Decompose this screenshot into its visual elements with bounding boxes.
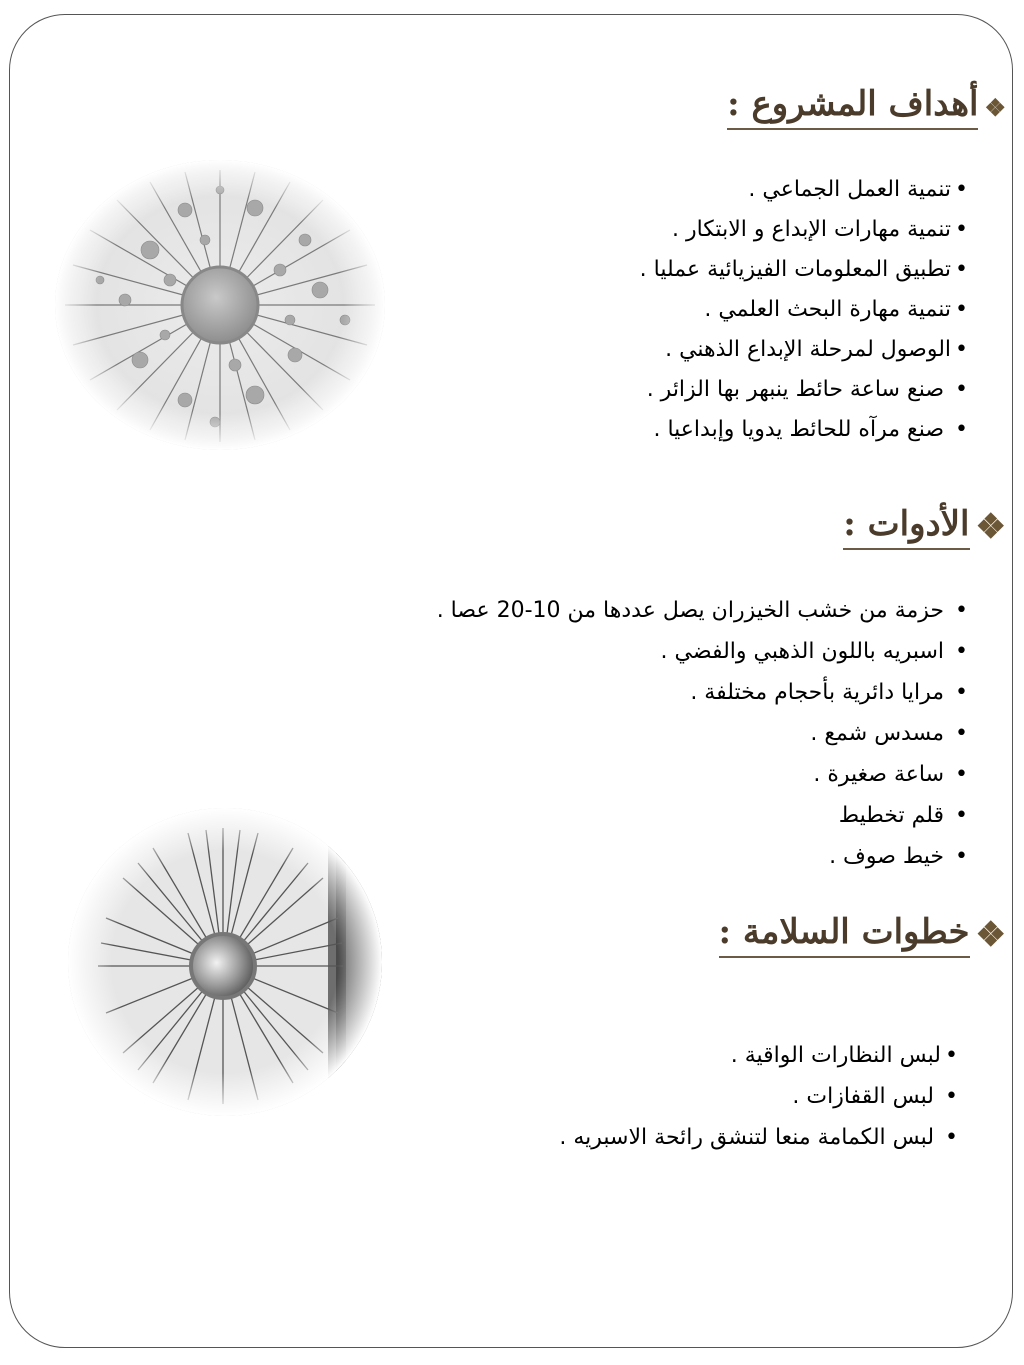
wall-mirror-photo bbox=[68, 808, 382, 1116]
goals-heading: ❖ أهداف المشروع : bbox=[727, 84, 1006, 130]
list-item: • تطبيق المعلومات الفيزيائية عمليا . bbox=[640, 250, 968, 290]
safety-heading: ❖ خطوات السلامة : bbox=[719, 912, 1007, 958]
sunburst-mirror-image bbox=[55, 160, 385, 450]
safety-list bbox=[559, 1035, 958, 1158]
list-item: • صنع مرآه للحائط يدويا وإبداعيا . bbox=[640, 410, 968, 450]
wall-mirror-image bbox=[68, 808, 382, 1116]
diamond-bullet-icon: ❖ bbox=[975, 507, 1006, 547]
list-item: • لبس الكمامة منعا لتنشق رائحة الاسبريه . bbox=[559, 1117, 958, 1158]
tools-heading: ❖ الأدوات : bbox=[843, 504, 1006, 550]
list-item: • الوصول لمرحلة الإبداع الذهني . bbox=[640, 330, 968, 370]
list-item: • صنع ساعة حائط ينبهر بها الزائر . bbox=[640, 370, 968, 410]
list-item: • تنمية مهارات الإبداع و الابتكار . bbox=[640, 210, 968, 250]
list-item: • تنمية مهارة البحث العلمي . bbox=[640, 290, 968, 330]
list-item: • قلم تخطيط bbox=[437, 795, 968, 836]
list-item: • مسدس شمع . bbox=[437, 713, 968, 754]
list-item: • تنمية العمل الجماعي . bbox=[640, 170, 968, 210]
list-item: • لبس النظارات الواقية . bbox=[559, 1035, 958, 1076]
list-item: • مرايا دائرية بأحجام مختلفة . bbox=[437, 672, 968, 713]
list-item: • ساعة صغيرة . bbox=[437, 754, 968, 795]
diamond-bullet-icon: ❖ bbox=[975, 915, 1006, 955]
diamond-bullet-icon: ❖ bbox=[984, 92, 1006, 122]
sunburst-mirror-photo bbox=[55, 160, 385, 450]
goals-list bbox=[640, 170, 968, 450]
list-item: • لبس القفازات . bbox=[559, 1076, 958, 1117]
tools-list bbox=[437, 590, 968, 877]
list-item: • اسبريه باللون الذهبي والفضي . bbox=[437, 631, 968, 672]
list-item: • حزمة من خشب الخيزران يصل عددها من 10-20 عصا . bbox=[437, 590, 968, 631]
list-item: • خيط صوف . bbox=[437, 836, 968, 877]
